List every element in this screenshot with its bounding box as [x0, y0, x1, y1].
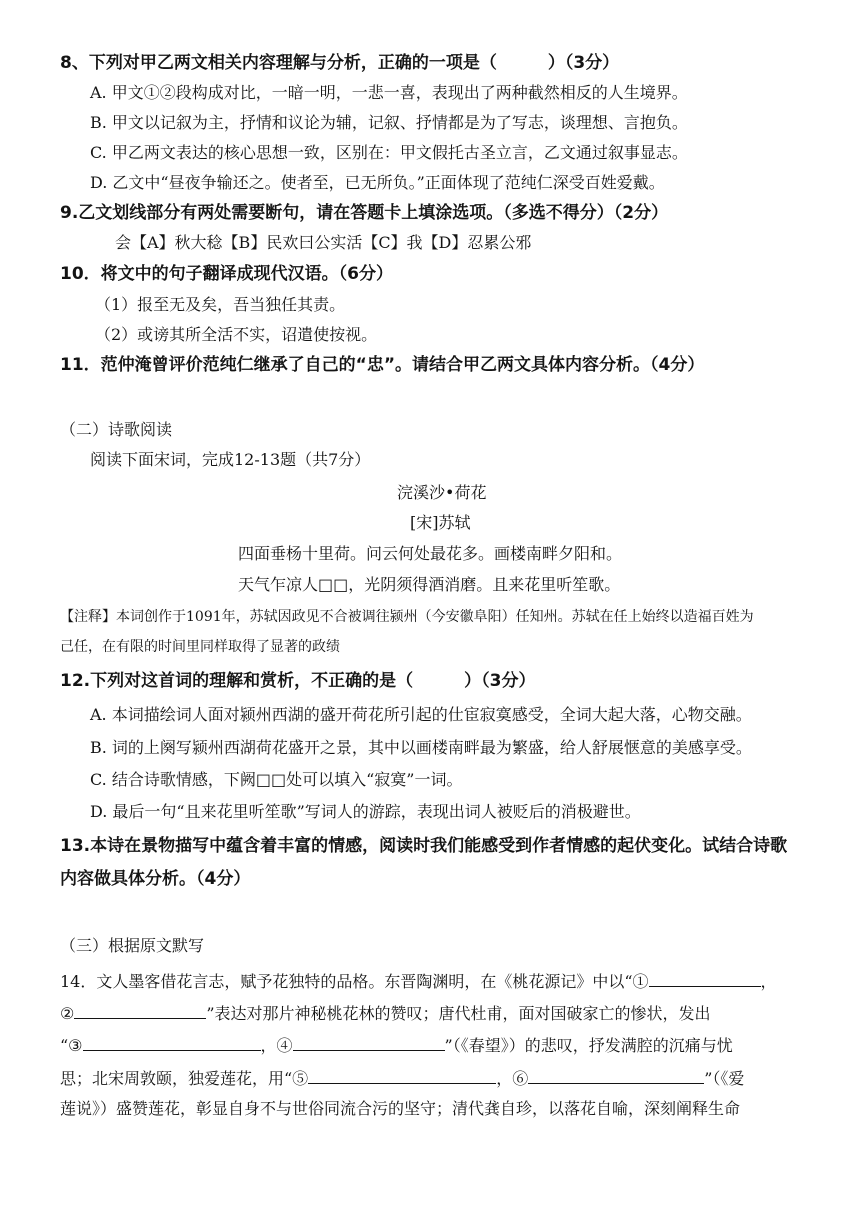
- q13-line-1: 13.本诗在景物描写中蕴含着丰富的情感，阅读时我们能感受到作者情感的起伏变化。试结合诗歌: [60, 836, 788, 856]
- blank-2[interactable]: [74, 1003, 206, 1019]
- blank-1[interactable]: [649, 971, 761, 987]
- q14-line-4: [60, 1068, 744, 1087]
- q14-line-2-text: ”表达对那片神秘桃花林的赞叹；唐代杜甫，面对国破家亡的惨状，发出: [206, 1004, 711, 1023]
- blank-5[interactable]: [308, 1068, 496, 1084]
- q14-line-4-mid: ，⑥: [496, 1069, 529, 1088]
- q11-stem: 11．范仲淹曾评价范纯仁继承了自己的“忠”。请结合甲乙两文具体内容分析。（4分）: [60, 355, 705, 375]
- q14-line-4-tail: ”（《爱: [704, 1069, 745, 1088]
- q14-line-3-mid: ，④: [260, 1036, 293, 1055]
- q12-option-a: A. 本词描绘词人面对颍州西湖的盛开荷花所引起的仕宦寂寞感受，全词大起大落，心物交融。: [90, 705, 752, 724]
- q12-stem: 12.下列对这首词的理解和赏析，不正确的是（ ）（3分）: [60, 671, 536, 691]
- q9-stem: 9.乙文划线部分有两处需要断句，请在答题卡上填涂选项。（多选不得分）（2分）: [60, 203, 669, 223]
- q14-line-2-lead: ②: [60, 1004, 75, 1023]
- blank-4[interactable]: [293, 1035, 445, 1051]
- blank-3[interactable]: [83, 1035, 261, 1051]
- q14-line-3-tail: ”（《春望》）的悲叹，抒发满腔的沉痛与忧: [444, 1036, 733, 1055]
- q8-stem: 8、下列对甲乙两文相关内容理解与分析，正确的一项是（ ）（3分）: [60, 53, 620, 73]
- q8-option-b: B. 甲文以记叙为主，抒情和议论为辅，记叙、抒情都是为了写志，谈理想、言抱负。: [90, 113, 688, 132]
- poem-note-line-1: 【注释】本词创作于1091年，苏轼因政见不合被调往颍州（今安徽阜阳）任知州。苏轼在任上始终以造福百姓为: [60, 609, 754, 625]
- q14-line-1: [60, 971, 777, 990]
- q12-option-b: B. 词的上阕写颍州西湖荷花盛开之景，其中以画楼南畔最为繁盛，给人舒展惬意的美感享受。: [90, 738, 752, 757]
- q14-line-1-comma: ，: [760, 972, 777, 991]
- q9-text: 会【A】秋大稔【B】民欢曰公实活【C】我【D】忍累公邪: [115, 233, 532, 252]
- poem-line-1: 四面垂杨十里荷。问云何处最花多。画楼南畔夕阳和。: [238, 544, 623, 563]
- blank-6[interactable]: [528, 1068, 704, 1084]
- q8-option-a: A. 甲文①②段构成对比，一暗一明，一悲一喜，表现出了两种截然相反的人生境界。: [90, 83, 688, 102]
- section2-heading: （二）诗歌阅读: [60, 420, 173, 439]
- section3-heading: （三）根据原文默写: [60, 936, 205, 955]
- q13-line-2: 内容做具体分析。（4分）: [60, 869, 251, 889]
- q14-line-3-lead: “③: [60, 1036, 83, 1055]
- q10-stem: 10．将文中的句子翻译成现代汉语。（6分）: [60, 264, 393, 284]
- q10-item-2: （2）或谤其所全活不实，诏遣使按视。: [95, 325, 378, 344]
- poem-line-2: 天气乍凉人□□，光阴须得酒消磨。且来花里听笙歌。: [238, 575, 621, 594]
- q14-line-3: [60, 1035, 733, 1054]
- q10-item-1: （1）报至无及矣，吾当独任其责。: [95, 295, 346, 314]
- q14-line-4-lead: 思；北宋周敦颐，独爱莲花，用“⑤: [60, 1069, 309, 1088]
- q12-option-c: C. 结合诗歌情感，下阙□□处可以填入“寂寞”一词。: [90, 770, 463, 789]
- q14-line-2: [60, 1003, 711, 1022]
- section2-intro: 阅读下面宋词，完成12-13题（共7分）: [90, 450, 371, 469]
- poem-title: 浣溪沙•荷花: [397, 483, 487, 502]
- q14-line-1-text: 14．文人墨客借花言志，赋予花独特的品格。东晋陶渊明，在《桃花源记》中以“①: [60, 972, 649, 991]
- q14-line-5: 莲说》）盛赞莲花，彰显自身不与世俗同流合污的坚守；清代龚自珍，以落花自喻，深刻阐释生命: [60, 1099, 741, 1118]
- q8-option-d: D. 乙文中“昼夜争输还之。使者至，已无所负。”正面体现了范纯仁深受百姓爱戴。: [90, 173, 665, 192]
- poem-author: [宋]苏轼: [410, 513, 471, 532]
- q12-option-d: D. 最后一句“且来花里听笙歌”写词人的游踪，表现出词人被贬后的消极避世。: [90, 802, 641, 821]
- q8-option-c: C. 甲乙两文表达的核心思想一致，区别在：甲文假托古圣立言，乙文通过叙事显志。: [90, 143, 688, 162]
- poem-note-line-2: 己任，在有限的时间里同样取得了显著的政绩: [60, 639, 340, 655]
